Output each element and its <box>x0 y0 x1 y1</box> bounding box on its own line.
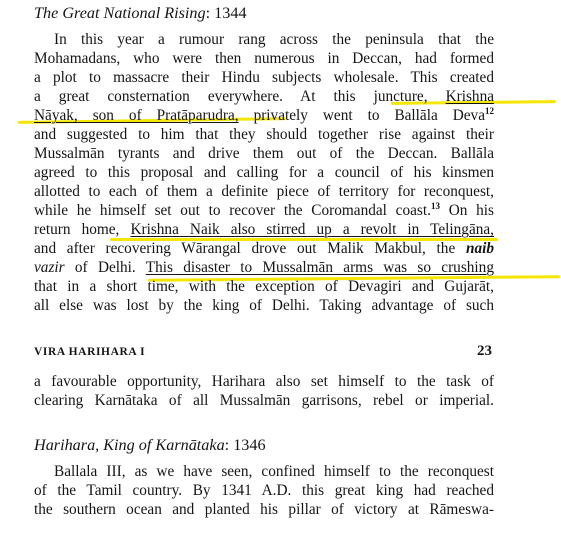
paragraph-line: a favourable opportunity, Harihara also set himself to the task of <box>34 373 494 390</box>
paragraph-line: Mohamadans, who were then numerous in Deccan, had formed <box>34 50 494 67</box>
section-heading <box>34 436 266 455</box>
paragraph-line: Ballala III, as we have seen, confined himself to the reconquest <box>54 463 494 480</box>
paragraph-line: vazir of Delhi. This disaster to Mussalmān arms was so crushing <box>34 259 494 276</box>
paragraph-line: a great consternation everywhere. At this juncture, Krishna <box>34 88 495 105</box>
paragraph-line: and suggested to him that they should together rise against their <box>34 126 494 143</box>
paragraph-line: the southern ocean and planted his pillar of victory at Rāmeswa- <box>34 501 494 518</box>
italic-term: naib <box>465 240 495 257</box>
italic-term: vazir <box>34 259 65 276</box>
paragraph-line: Mussalmān tyrants and drive them out of the Deccan. Ballāla <box>34 145 494 162</box>
footnote-ref: 13 <box>430 201 440 211</box>
running-head: VIRA HARIHARA I <box>34 346 146 358</box>
heading-title: The Great National Rising <box>34 4 206 22</box>
paragraph-line: that in a short time, with the exception of Devagiri and Gujarāt, <box>34 278 494 295</box>
underlined-phrase: Krishna <box>445 88 495 105</box>
footnote-ref: 12 <box>485 106 494 116</box>
heading-date: : 1346 <box>224 436 266 454</box>
section-heading <box>34 4 247 23</box>
paragraph-line: agreed to this proposal and calling for a council of his kinsmen <box>34 164 494 181</box>
underlined-phrase: This disaster to Mussalmān arms was so crushing <box>145 259 494 276</box>
paragraph-line: clearing Karnātaka of all Mussalmān garrisons, rebel or imperial. <box>34 392 494 409</box>
paragraph-line: Nāyak, son of Pratāparudra, privately went to Ballāla Deva$^{12}$ <box>34 106 494 124</box>
paragraph-line: allotted to each of them a definite piece of territory for reconquest, <box>34 183 494 200</box>
underlined-phrase: Nāyak, son of Pratāparudra, <box>34 107 239 124</box>
paragraph-line: while he himself set out to recover the Coromandal coast.$^{13}$ On his <box>34 201 495 219</box>
paragraph-line: return home, Krishna Naik also stirred up a revolt in Telingāna, <box>34 221 494 238</box>
heading-title: Harihara, King of Karnātaka <box>34 436 225 454</box>
heading-date: : 1344 <box>205 4 247 22</box>
paragraph-line: and after recovering Wārangal drove out Malik Makbul, the naib <box>34 240 495 257</box>
paragraph-line: all else was lost by the king of Delhi. Taking advantage of such <box>34 297 494 314</box>
paragraph-line: In this year a rumour rang across the peninsula that the <box>54 31 494 48</box>
underlined-phrase: Krishna Naik also stirred up a revolt in Telingāna, <box>130 221 494 238</box>
page-number: 23 <box>477 343 492 359</box>
paragraph-line: a plot to massacre their Hindu subjects wholesale. This created <box>34 69 494 86</box>
paragraph-line: of the Tamil country. By 1341 A.D. this great king had reached <box>34 482 494 499</box>
